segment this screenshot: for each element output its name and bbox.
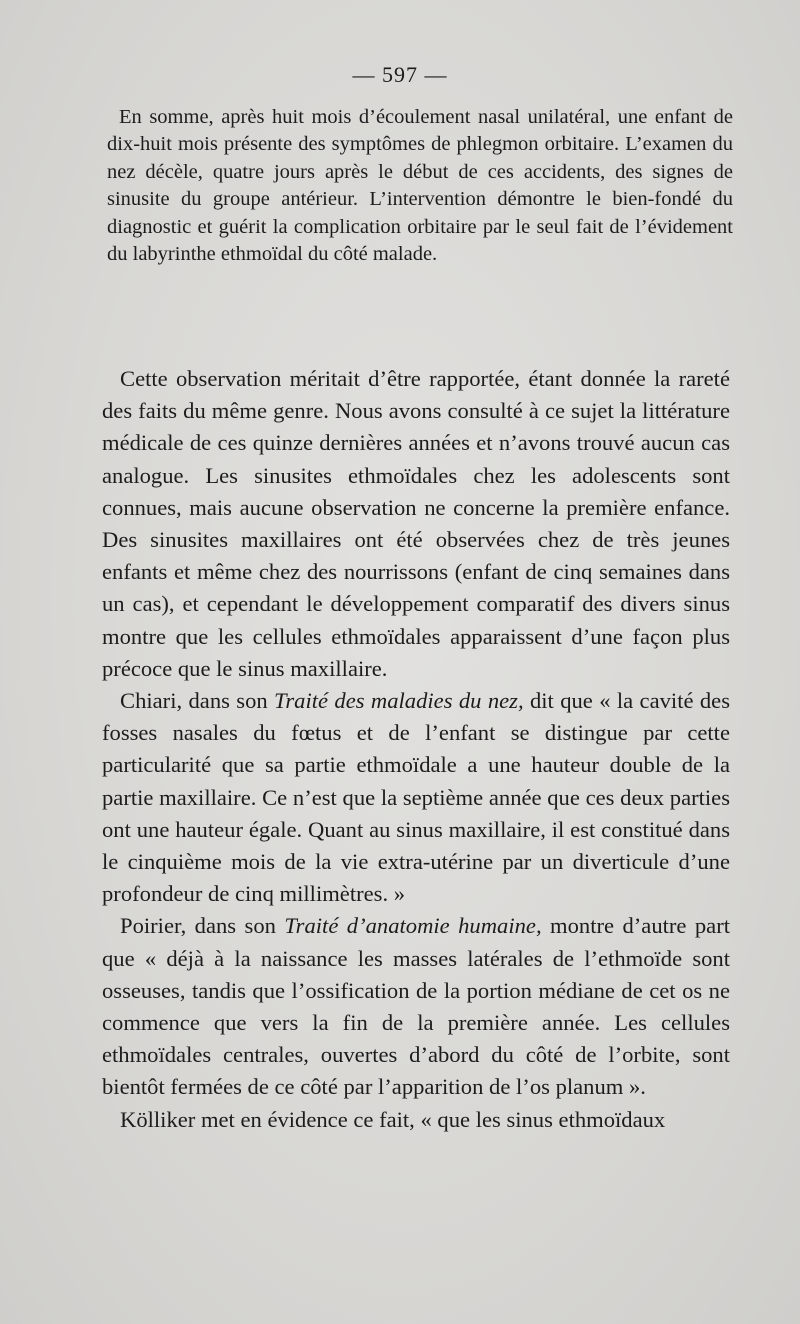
paragraph-chiari-intro: Chiari, dans son [120,688,275,714]
paragraph-poirier-quote: montre d’autre part que « déjà à la naissance les masses latérales de l’ethmoïde sont osseuses, tandis que l’ossification de la portion médiane de cet os ne commence que vers la fin de la première année. Les cellules ethmoïdales centrales, ouvertes d’abord du côté de l’orbite, sont bientôt fermées de ce côté par l’apparition de l’os planum ». [102,913,731,1100]
page-number: — 597 — [352,62,448,87]
paragraph-chiari [102,685,730,910]
body-text [102,363,730,1136]
paragraph-observation: Cette observation méritait d’être rapportée, étant donnée la rareté des faits du même genre. Nous avons consulté à ce sujet la littérature médicale de ces quinze dernières années et n’avons trouvé aucun cas analogue. Les sinusites ethmoïdales chez les adolescents sont connues, mais aucune observation ne concerne la première enfance. Des sinusites maxillaires ont été observées chez de très jeunes enfants et même chez des nourrissons (enfant de cinq semaines dans un cas), et cependant le développement comparatif des divers sinus montre que les cellules ethmoïdales apparaissent d’une façon plus précoce que le sinus maxillaire. [102,366,730,681]
summary-block [107,104,733,268]
book-title-poirier: Traité d’anatomie humaine, [284,913,542,939]
paragraph-poirier-intro: Poirier, dans son [120,913,285,939]
summary-paragraph: En somme, après huit mois d’écoulement nasal unilatéral, une enfant de dix-huit mois présente des symptômes de phlegmon orbitaire. L’examen du nez décèle, quatre jours après le début de ces accidents, des signes de sinusite du groupe antérieur. L’intervention démontre le bien-fondé du diagnostic et guérit la complication orbitaire par le seul fait de l’évidement du labyrinthe ethmoïdal du côté malade. [107,106,733,266]
book-title-chiari: Traité des maladies du nez, [274,688,524,714]
paragraph-chiari-quote: dit que « la cavité des fosses nasales du fœtus et de l’enfant se distingue par cette particularité que sa partie ethmoïdale a une hauteur double de la partie maxillaire. Ce n’est que la septième année que ces deux parties ont une hauteur égale. Quant au sinus maxillaire, il est constitué dans le cinquième mois de la vie extra-utérine par un diverticule d’une profondeur de cinq millimètres. » [102,688,730,907]
paragraph-kolliker: Kölliker met en évidence ce fait, « que les sinus ethmoïdaux [120,1106,666,1132]
paragraph-poirier [102,910,730,1103]
